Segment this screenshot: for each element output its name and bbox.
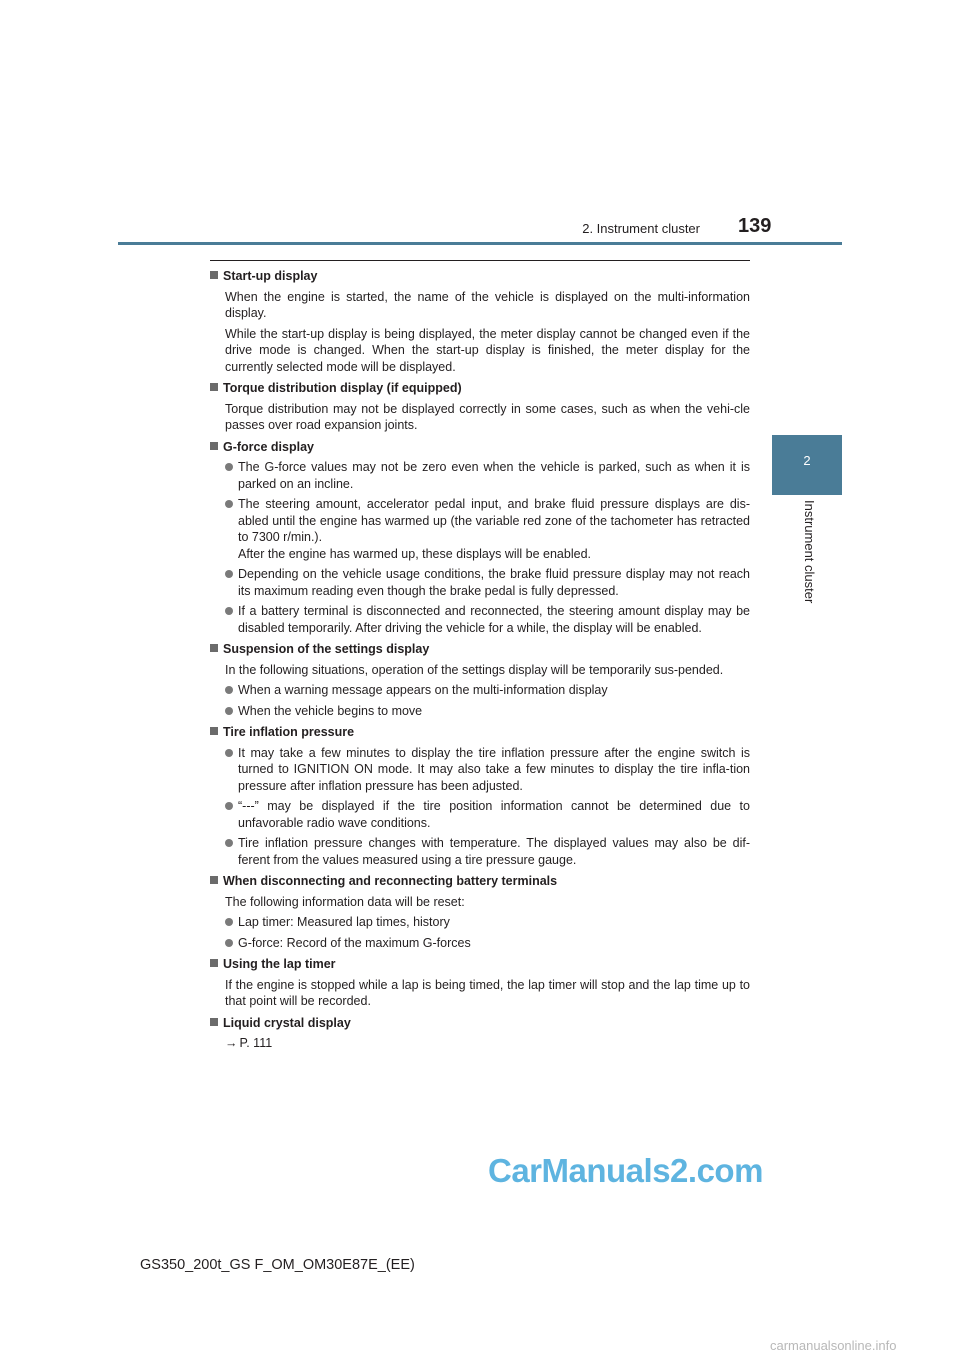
bullet-item bbox=[210, 459, 750, 492]
bullet-item bbox=[210, 935, 750, 952]
footer-document-code: GS350_200t_GS F_OM_OM30E87E_(EE) bbox=[140, 1257, 415, 1273]
section-heading bbox=[210, 641, 750, 658]
header-section-title: 2. Instrument cluster bbox=[582, 221, 700, 236]
section-heading-text: Tire inflation pressure bbox=[223, 725, 355, 739]
section-tab-number: 2 bbox=[803, 453, 811, 468]
bullet-item bbox=[210, 745, 750, 795]
watermark-logo: CarManuals2.com bbox=[488, 1152, 763, 1189]
section-heading-text: Start-up display bbox=[223, 269, 318, 283]
circle-bullet-icon bbox=[225, 939, 233, 947]
section-heading-text: Torque distribution display (if equipped) bbox=[223, 381, 462, 395]
paragraph: While the start-up display is being displayed, the meter display cannot be changed even if the drive mode is changed. When the start-up display is finished, the meter display for the currently selected mode will be displayed. bbox=[225, 326, 750, 374]
section-heading bbox=[210, 956, 750, 973]
section-heading-text: Liquid crystal display bbox=[223, 1015, 351, 1030]
bullet-text: G-force: Record of the maximum G-forces bbox=[238, 935, 471, 950]
paragraph: In the following situations, operation of the settings display will be temporarily sus-pended. bbox=[225, 662, 724, 677]
section-heading-text: When disconnecting and reconnecting battery terminals bbox=[223, 874, 558, 888]
section-heading bbox=[210, 439, 750, 456]
square-icon bbox=[210, 727, 218, 735]
content bbox=[210, 268, 750, 1057]
section-heading-text: Using the lap timer bbox=[223, 957, 336, 971]
bullet-text: Lap timer: Measured lap times, history bbox=[238, 915, 450, 929]
paragraph: Torque distribution may not be displayed correctly in some cases, such as when the vehi-cle passes over road expansion joints. bbox=[225, 401, 750, 432]
note-section bbox=[210, 873, 750, 951]
paragraph: The following information data will be reset: bbox=[225, 894, 465, 909]
bullet-text: When the vehicle begins to move bbox=[238, 703, 423, 718]
circle-bullet-icon bbox=[225, 686, 233, 694]
section-heading-text: G-force display bbox=[223, 439, 314, 454]
note-section bbox=[210, 1015, 750, 1052]
section-heading-text: Suspension of the settings display bbox=[223, 642, 430, 656]
header-rule bbox=[118, 242, 842, 245]
arrow-right-icon: → bbox=[225, 1036, 238, 1050]
circle-bullet-icon bbox=[225, 749, 233, 757]
note-section bbox=[210, 956, 750, 1010]
page-reference[interactable] bbox=[210, 1035, 750, 1052]
note-section bbox=[210, 380, 750, 434]
square-icon bbox=[210, 959, 218, 967]
note-section bbox=[210, 641, 750, 719]
note-section bbox=[210, 724, 750, 868]
content-top-rule bbox=[210, 260, 750, 261]
bullet-text: If a battery terminal is disconnected and reconnected, the steering amount display may be disabled temporarily. After driving the vehicle for a while, the display will be enabled. bbox=[238, 604, 750, 635]
bullet-item bbox=[210, 682, 750, 699]
watermark-site: carmanualsonline.info bbox=[770, 1338, 897, 1353]
square-icon bbox=[210, 644, 218, 652]
bullet-item bbox=[210, 835, 750, 868]
square-icon bbox=[210, 271, 218, 279]
square-icon bbox=[210, 442, 218, 450]
square-icon bbox=[210, 876, 218, 884]
square-icon bbox=[210, 383, 218, 391]
circle-bullet-icon bbox=[225, 918, 233, 926]
circle-bullet-icon bbox=[225, 607, 233, 615]
bullet-text: Tire inflation pressure changes with temperature. The displayed values may also be dif-ferent from the values measured using a tire pressure gauge. bbox=[238, 836, 750, 867]
section-heading bbox=[210, 380, 750, 397]
circle-bullet-icon bbox=[225, 802, 233, 810]
page-number: 139 bbox=[738, 215, 772, 237]
circle-bullet-icon bbox=[225, 463, 233, 471]
bullet-item bbox=[210, 914, 750, 931]
bullet-text: The steering amount, accelerator pedal input, and brake fluid pressure displays are dis-abled until the engine has warmed up (the variable red zone of the tachometer has retracted to 7300 r/min.). bbox=[238, 497, 750, 544]
circle-bullet-icon bbox=[225, 707, 233, 715]
section-tab bbox=[772, 435, 842, 495]
section-heading bbox=[210, 873, 750, 890]
section-side-label: Instrument cluster bbox=[802, 500, 817, 604]
bullet-text: “---” may be displayed if the tire position information cannot be determined due to unfavorable radio wave conditions. bbox=[238, 799, 750, 830]
section-heading bbox=[210, 1015, 750, 1032]
section-heading bbox=[210, 724, 750, 741]
page-reference-text: P. 111 bbox=[239, 1036, 273, 1050]
bullet-text: The G-force values may not be zero even when the vehicle is parked, such as when it is parked on an incline. bbox=[238, 460, 750, 491]
paragraph: If the engine is stopped while a lap is being timed, the lap timer will stop and the lap time up to that point will be recorded. bbox=[225, 977, 750, 1008]
section-heading bbox=[210, 268, 750, 285]
square-icon bbox=[210, 1018, 218, 1026]
circle-bullet-icon bbox=[225, 839, 233, 847]
bullet-text: After the engine has warmed up, these displays will be enabled. bbox=[238, 546, 591, 561]
bullet-item bbox=[210, 566, 750, 599]
circle-bullet-icon bbox=[225, 570, 233, 578]
note-section bbox=[210, 439, 750, 637]
bullet-item bbox=[210, 603, 750, 636]
bullet-text: It may take a few minutes to display the tire inflation pressure after the engine switch is turned to IGNITION ON mode. It may also take a few minutes to display the tire infla-tion pressure after inflation pressure has been adjusted. bbox=[238, 745, 750, 793]
bullet-item bbox=[210, 496, 750, 562]
circle-bullet-icon bbox=[225, 500, 233, 508]
note-section bbox=[210, 268, 750, 375]
bullet-text: Depending on the vehicle usage conditions, the brake fluid pressure display may not reach its maximum reading even though the brake pedal is fully depressed. bbox=[238, 567, 750, 598]
bullet-text: When a warning message appears on the multi-information display bbox=[238, 683, 608, 697]
paragraph: When the engine is started, the name of the vehicle is displayed on the multi-information display. bbox=[225, 289, 750, 320]
bullet-item bbox=[210, 703, 750, 720]
bullet-item bbox=[210, 798, 750, 831]
